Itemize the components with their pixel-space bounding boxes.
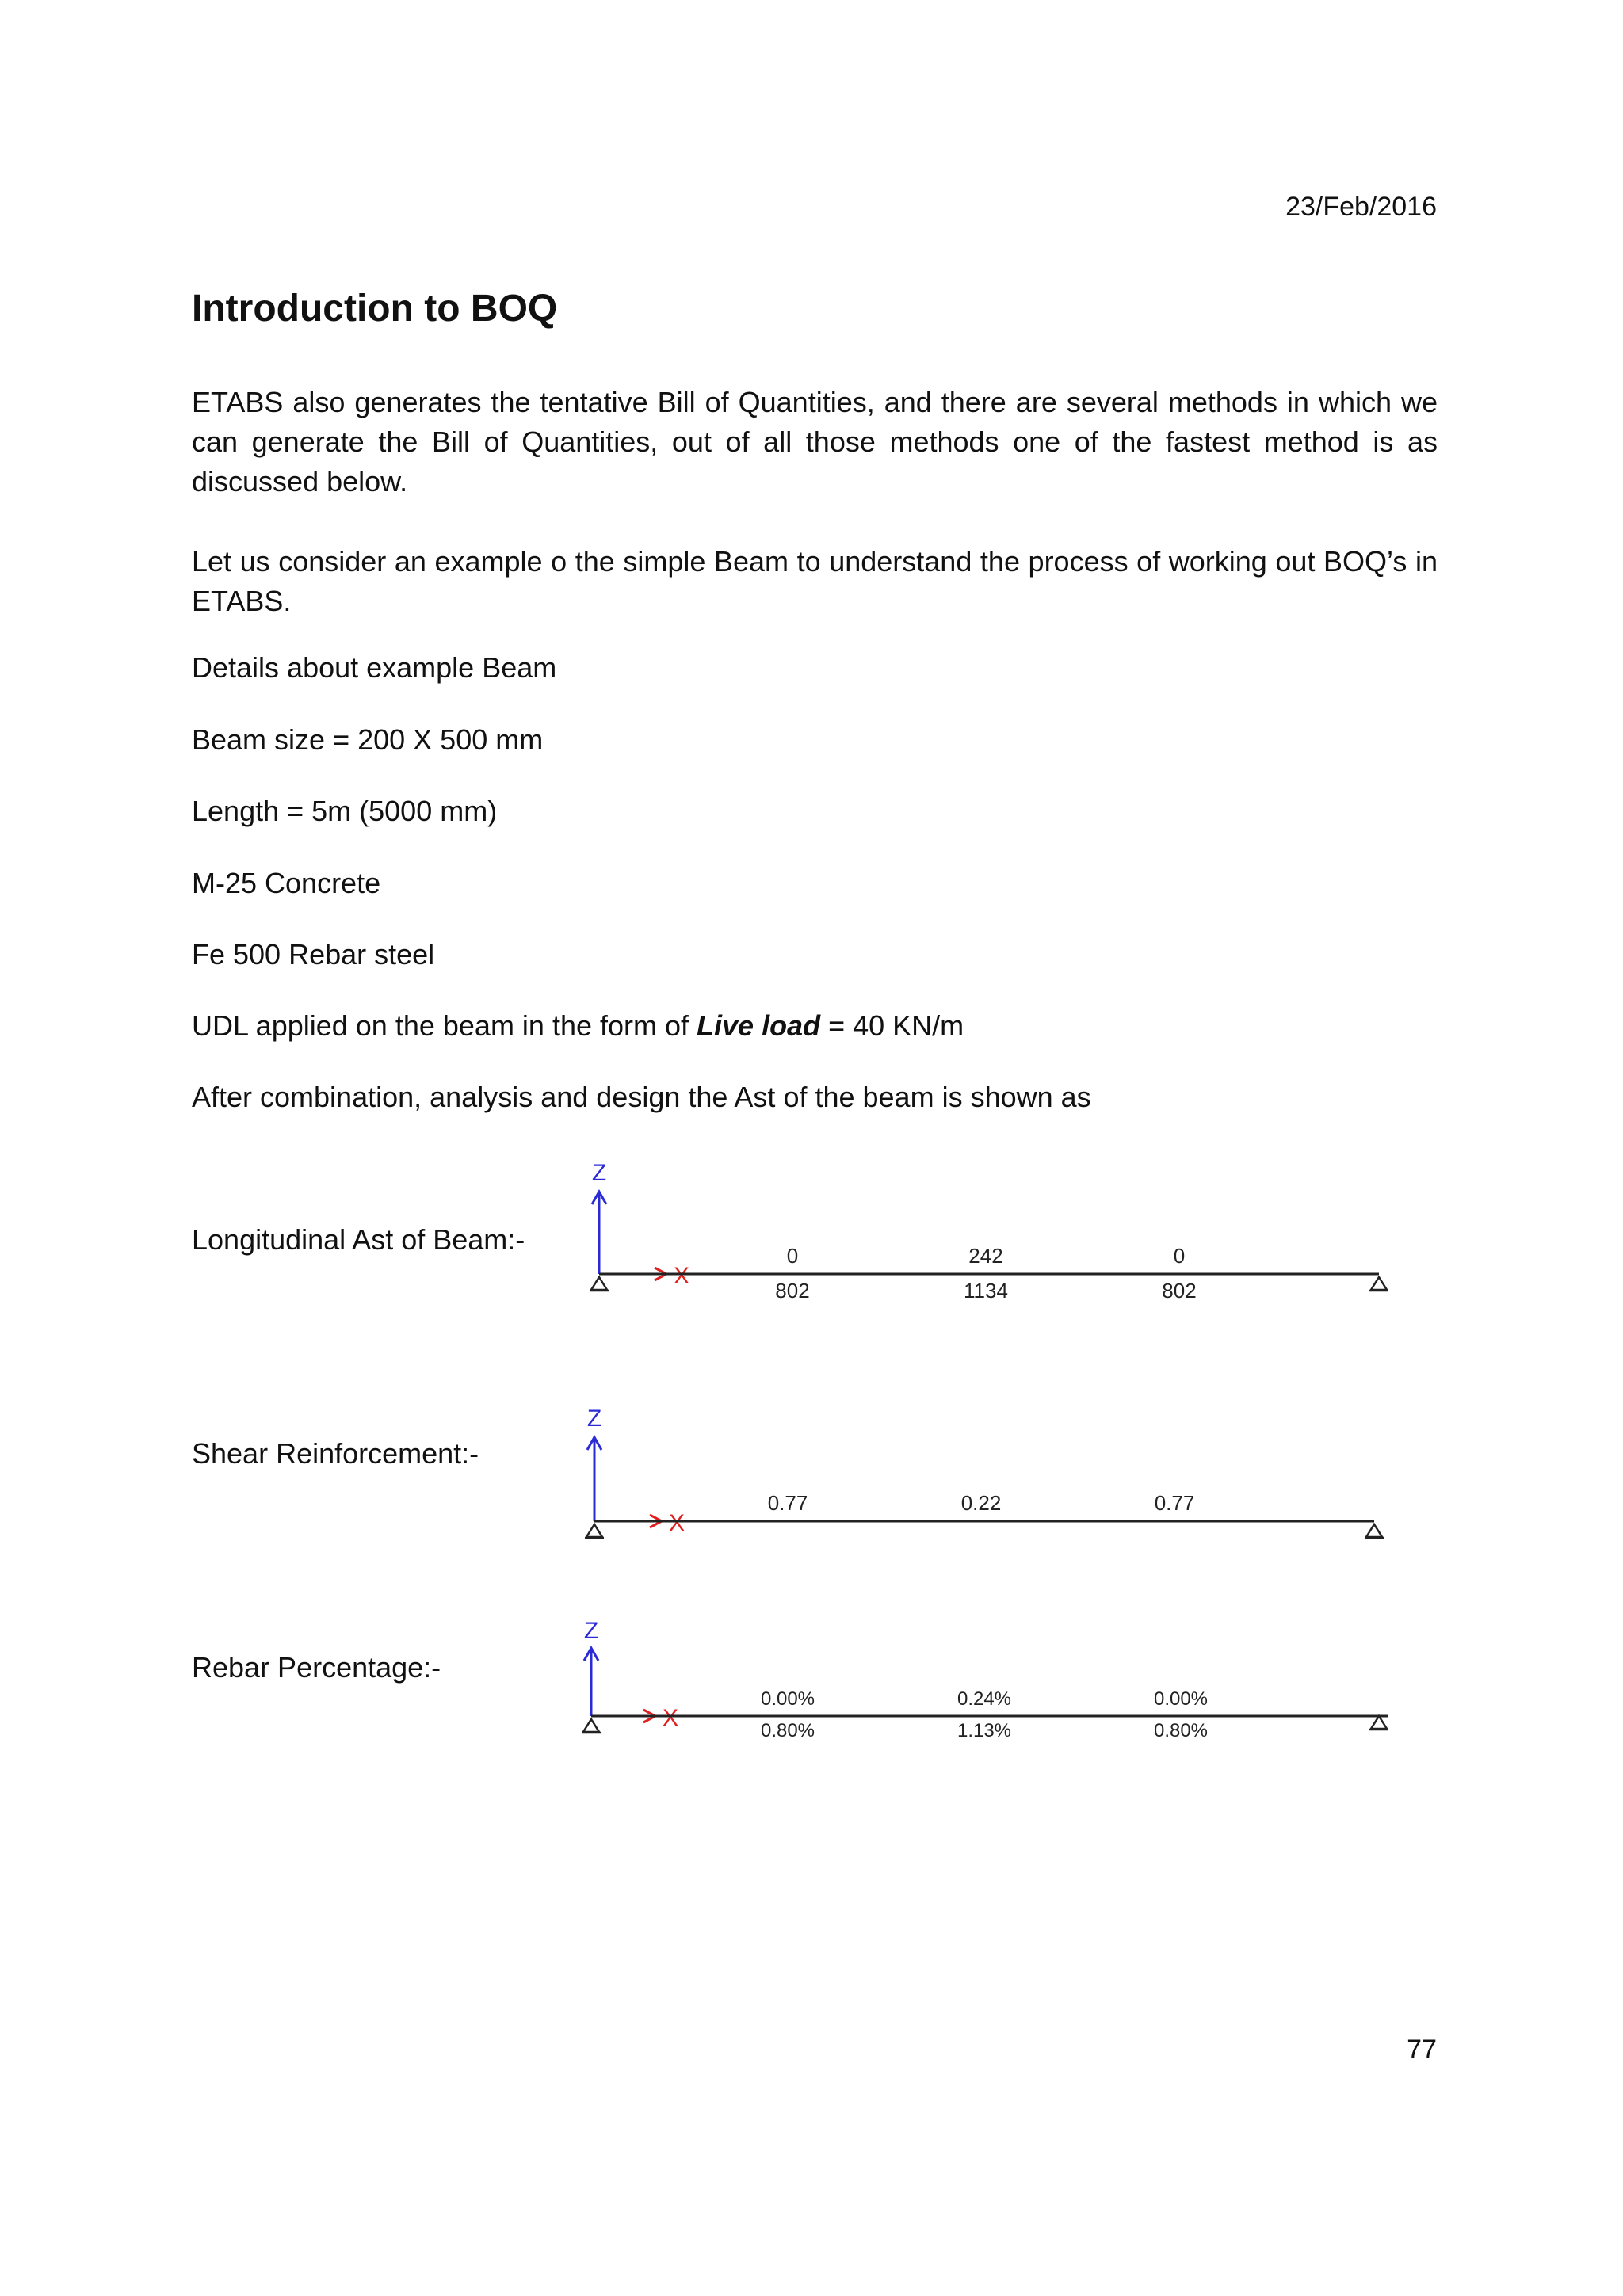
shear-value-left: 0.77 xyxy=(767,1491,808,1515)
shear-value-right: 0.77 xyxy=(1154,1491,1195,1515)
support-left-icon xyxy=(591,1277,607,1290)
bottom-value-right: 802 xyxy=(1162,1279,1197,1302)
support-right-icon xyxy=(1371,1277,1387,1290)
page-date: 23/Feb/2016 xyxy=(1285,192,1437,222)
support-left-icon xyxy=(586,1524,602,1537)
support-left-icon xyxy=(583,1719,599,1732)
shear-reinforcement-diagram xyxy=(585,1405,1384,1538)
details-heading: Details about example Beam xyxy=(192,651,557,684)
steel-line: Fe 500 Rebar steel xyxy=(192,938,435,971)
support-right-icon xyxy=(1371,1716,1387,1729)
rebar-percentage-diagram xyxy=(582,1618,1388,1741)
udl-prefix: UDL applied on the beam in the form of xyxy=(192,1009,697,1042)
x-axis-label: X xyxy=(668,1510,685,1536)
page-number: 77 xyxy=(1407,2035,1437,2065)
longitudinal-ast-label: Longitudinal Ast of Beam:- xyxy=(192,1223,525,1256)
rebar-percentage-label: Rebar Percentage:- xyxy=(192,1651,441,1684)
example-paragraph: Let us consider an example o the simple Beam to understand the process of working out BOQ’s in ETABS. xyxy=(192,545,1438,617)
after-combination-text: After combination, analysis and design the Ast of the beam is shown as xyxy=(192,1081,1091,1113)
udl-suffix: = 40 KN/m xyxy=(820,1009,964,1042)
intro-paragraph: ETABS also generates the tentative Bill of Quantities, and there are several methods in which we can generate the Bill of Quantities, out of all those methods one of the fastest method is as discussed below. xyxy=(192,386,1438,498)
bottom-value-mid: 1134 xyxy=(964,1279,1008,1302)
longitudinal-ast-diagram xyxy=(590,1160,1388,1302)
shear-reinforcement-label: Shear Reinforcement:- xyxy=(192,1437,479,1470)
rebar-bottom-right: 0.80% xyxy=(1153,1720,1209,1741)
rebar-top-left: 0.00% xyxy=(760,1688,815,1710)
concrete-line: M-25 Concrete xyxy=(192,867,381,899)
support-right-icon xyxy=(1366,1524,1382,1537)
top-value-right: 0 xyxy=(1173,1244,1186,1268)
live-load-emphasis: Live load xyxy=(697,1009,821,1042)
rebar-bottom-mid: 1.13% xyxy=(957,1720,1012,1741)
x-axis-label: X xyxy=(673,1263,690,1289)
x-axis-label: X xyxy=(662,1705,679,1731)
beam-size-line: Beam size = 200 X 500 mm xyxy=(192,723,544,756)
page-title: Introduction to BOQ xyxy=(192,288,558,330)
z-axis-label: Z xyxy=(591,1160,607,1186)
shear-value-mid: 0.22 xyxy=(960,1491,1002,1515)
top-value-left: 0 xyxy=(786,1244,799,1268)
rebar-top-mid: 0.24% xyxy=(957,1688,1012,1710)
rebar-top-right: 0.00% xyxy=(1153,1688,1209,1710)
top-value-mid: 242 xyxy=(968,1244,1003,1268)
length-line: Length = 5m (5000 mm) xyxy=(192,795,498,827)
rebar-bottom-left: 0.80% xyxy=(760,1720,815,1741)
z-axis-label: Z xyxy=(586,1405,602,1432)
bottom-value-left: 802 xyxy=(775,1279,810,1302)
z-axis-label: Z xyxy=(583,1618,599,1644)
